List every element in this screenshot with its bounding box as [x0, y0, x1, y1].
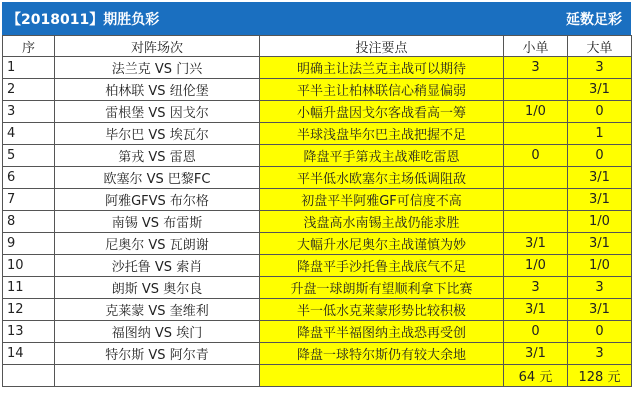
row-key: 浅盘高水南锡主战仍能求胜	[260, 211, 504, 233]
issue-title: 【2018011】期胜负彩	[7, 11, 160, 28]
row-seq: 6	[3, 167, 55, 189]
row-key: 升盘一球朗斯有望顺利拿下比赛	[260, 277, 504, 299]
row-key: 小幅升盘因戈尔客战看高一筹	[260, 101, 504, 123]
row-big: 0	[568, 145, 632, 167]
row-match: 阿雅GFVS 布尔格	[55, 189, 260, 211]
row-key: 降盘平半福图纳主战恐再受创	[260, 321, 504, 343]
totals-row	[3, 365, 632, 387]
row-match: 朗斯 VS 奥尔良	[55, 277, 260, 299]
row-small: 1/0	[504, 101, 568, 123]
row-key: 降盘平手第戎主战难吃雷恩	[260, 145, 504, 167]
row-small	[504, 211, 568, 233]
row-small: 0	[504, 321, 568, 343]
row-match: 毕尔巴 VS 埃瓦尔	[55, 123, 260, 145]
row-big: 3	[568, 57, 632, 79]
row-big: 3	[568, 277, 632, 299]
table-row	[3, 321, 632, 343]
row-match: 第戎 VS 雷恩	[55, 145, 260, 167]
row-key: 初盘平半阿雅GF可信度不高	[260, 189, 504, 211]
table-row	[3, 123, 632, 145]
table-header-row	[3, 36, 632, 57]
brand-label: 延数足彩	[566, 11, 622, 28]
row-big: 0	[568, 101, 632, 123]
row-key: 平半主让柏林联信心稍显偏弱	[260, 79, 504, 101]
row-big: 3/1	[568, 79, 632, 101]
row-small: 3	[504, 57, 568, 79]
totals-key-cell	[260, 365, 504, 387]
row-seq: 10	[3, 255, 55, 277]
row-seq: 11	[3, 277, 55, 299]
row-big: 1/0	[568, 211, 632, 233]
table-body	[3, 57, 632, 365]
row-seq: 12	[3, 299, 55, 321]
row-small	[504, 167, 568, 189]
table-row	[3, 101, 632, 123]
col-match: 对阵场次	[55, 36, 260, 57]
row-small: 3/1	[504, 299, 568, 321]
row-big: 3/1	[568, 233, 632, 255]
table-row	[3, 57, 632, 79]
row-match: 尼奥尔 VS 瓦朗谢	[55, 233, 260, 255]
row-big: 1/0	[568, 255, 632, 277]
row-key: 半一低水克莱蒙形势比较积极	[260, 299, 504, 321]
row-match: 柏林联 VS 纽伦堡	[55, 79, 260, 101]
table-row	[3, 79, 632, 101]
row-seq: 4	[3, 123, 55, 145]
totals-match-cell	[55, 365, 260, 387]
title-bar	[2, 2, 631, 35]
row-big: 3/1	[568, 189, 632, 211]
col-key: 投注要点	[260, 36, 504, 57]
row-key: 平半低水欧塞尔主场低调阻敌	[260, 167, 504, 189]
total-big: 128 元	[568, 365, 632, 387]
totals-seq-cell	[3, 365, 55, 387]
table-row	[3, 277, 632, 299]
row-key: 降盘一球特尔斯仍有较大余地	[260, 343, 504, 365]
table-row	[3, 255, 632, 277]
col-small: 小单	[504, 36, 568, 57]
table-row	[3, 167, 632, 189]
table-row	[3, 299, 632, 321]
row-big: 3/1	[568, 167, 632, 189]
row-small: 3/1	[504, 343, 568, 365]
table-row	[3, 211, 632, 233]
row-key: 降盘平手沙托鲁主战底气不足	[260, 255, 504, 277]
row-key: 明确主让法兰克主战可以期待	[260, 57, 504, 79]
lottery-table-frame	[2, 2, 631, 387]
row-small: 0	[504, 145, 568, 167]
row-small	[504, 189, 568, 211]
row-seq: 5	[3, 145, 55, 167]
row-seq: 13	[3, 321, 55, 343]
row-match: 南锡 VS 布雷斯	[55, 211, 260, 233]
row-seq: 14	[3, 343, 55, 365]
row-seq: 7	[3, 189, 55, 211]
row-seq: 2	[3, 79, 55, 101]
row-match: 欧塞尔 VS 巴黎FC	[55, 167, 260, 189]
row-key: 半球浅盘毕尔巴主战把握不足	[260, 123, 504, 145]
total-small: 64 元	[504, 365, 568, 387]
row-key: 大幅升水尼奥尔主战谨慎为妙	[260, 233, 504, 255]
row-big: 0	[568, 321, 632, 343]
row-match: 特尔斯 VS 阿尔青	[55, 343, 260, 365]
table-row	[3, 189, 632, 211]
row-big: 1	[568, 123, 632, 145]
col-big: 大单	[568, 36, 632, 57]
row-match: 沙托鲁 VS 索肖	[55, 255, 260, 277]
table-row	[3, 343, 632, 365]
row-match: 福图纳 VS 埃门	[55, 321, 260, 343]
row-small	[504, 79, 568, 101]
row-match: 雷根堡 VS 因戈尔	[55, 101, 260, 123]
table-row	[3, 145, 632, 167]
row-match: 克莱蒙 VS 奎维利	[55, 299, 260, 321]
row-big: 3/1	[568, 299, 632, 321]
row-seq: 3	[3, 101, 55, 123]
row-match: 法兰克 VS 门兴	[55, 57, 260, 79]
row-big: 3	[568, 343, 632, 365]
row-small: 3	[504, 277, 568, 299]
row-seq: 1	[3, 57, 55, 79]
row-seq: 9	[3, 233, 55, 255]
row-small	[504, 123, 568, 145]
row-seq: 8	[3, 211, 55, 233]
row-small: 3/1	[504, 233, 568, 255]
row-small: 1/0	[504, 255, 568, 277]
table-row	[3, 233, 632, 255]
col-seq: 序	[3, 36, 55, 57]
betting-table	[2, 35, 632, 387]
